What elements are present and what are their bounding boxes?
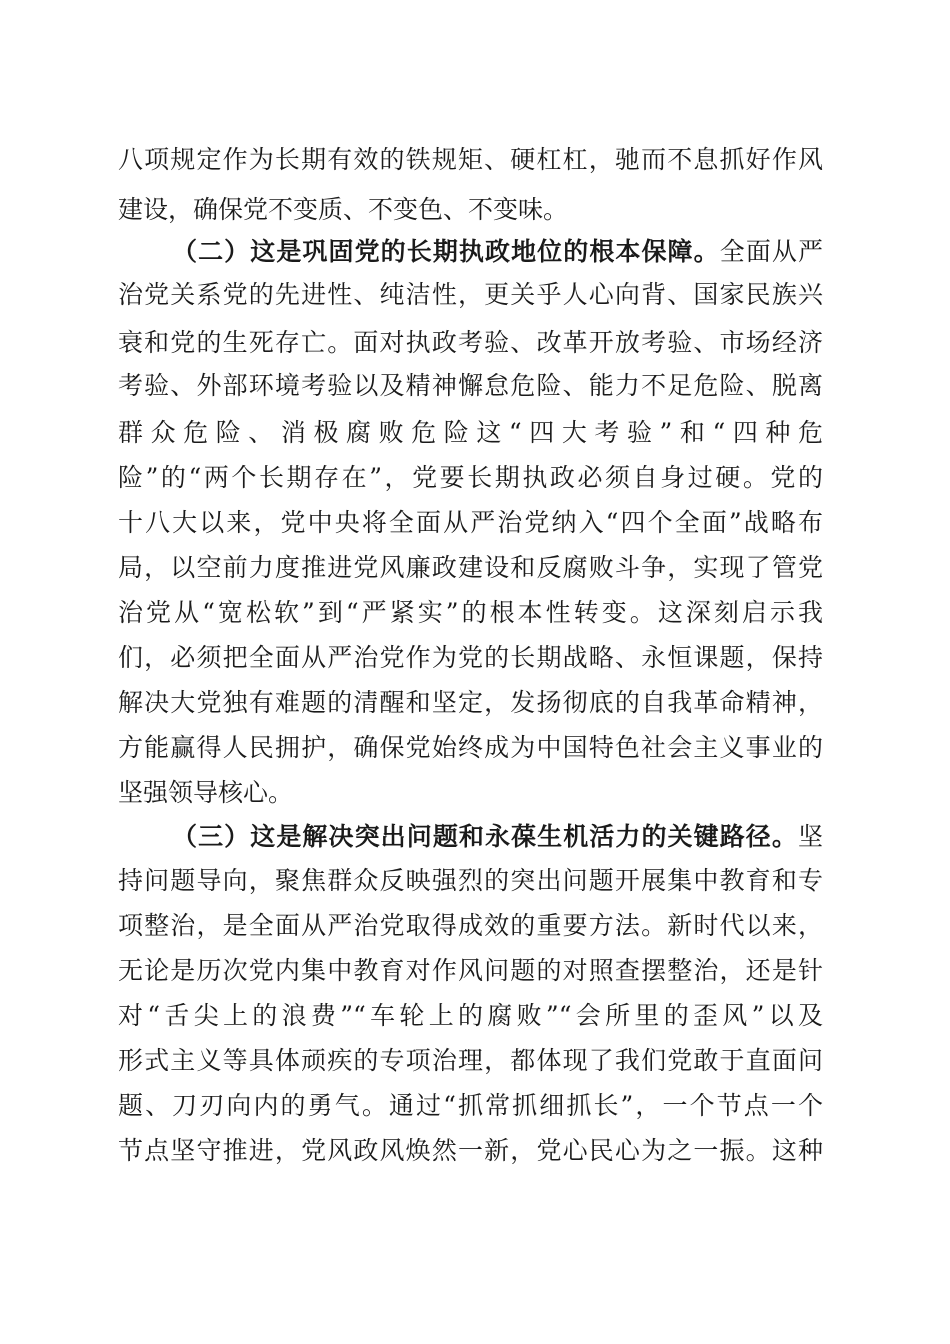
paragraph-line: 险”的“两个长期存在”，党要长期执政必须自身过硬。党的: [118, 463, 823, 492]
paragraph-line: 持问题导向，聚焦群众反映强烈的突出问题开展集中教育和专: [118, 866, 823, 895]
paragraph-line: 局，以空前力度推进党风廉政建设和反腐败斗争，实现了管党: [118, 553, 823, 582]
section-2-first-line: [172, 232, 823, 272]
paragraph-line: 节点坚守推进，党风政风焕然一新，党心民心为之一振。这种: [118, 1136, 823, 1165]
paragraph-line: 衰和党的生死存亡。面对执政考验、改革开放考验、市场经济: [118, 328, 823, 357]
section-2-first-line-text: 全面从严: [719, 237, 823, 266]
paragraph-line: 题、刀刃向内的勇气。通过“抓常抓细抓长”，一个节点一个: [118, 1091, 823, 1120]
paragraph-line: 对“舌尖上的浪费”“车轮上的腐败”“会所里的歪风”以及: [118, 1001, 823, 1030]
paragraph-line: 无论是历次党内集中教育对作风问题的对照查摆整治，还是针: [118, 956, 823, 985]
paragraph-line: 建设，确保党不变质、不变色、不变味。: [118, 195, 569, 224]
section-2-heading: （二）这是巩固党的长期执政地位的根本保障。: [172, 237, 720, 266]
section-3-first-line: [172, 817, 823, 857]
paragraph-line: 治党关系党的先进性、纯洁性，更关乎人心向背、国家民族兴: [118, 280, 823, 309]
paragraph-line: 考验、外部环境考验以及精神懈怠危险、能力不足危险、脱离: [118, 371, 823, 400]
paragraph-line: 十八大以来，党中央将全面从严治党纳入“四个全面”战略布: [118, 508, 823, 537]
paragraph-line: 方能赢得人民拥护，确保党始终成为中国特色社会主义事业的: [118, 733, 823, 762]
paragraph-line: 形式主义等具体顽疾的专项治理，都体现了我们党敢于直面问: [118, 1046, 823, 1075]
paragraph-line: 项整治，是全面从严治党取得成效的重要方法。新时代以来，: [118, 911, 823, 940]
paragraph-line: 坚强领导核心。: [118, 778, 294, 807]
paragraph-line: 群众危险、消极腐败危险这“四大考验”和“四种危: [118, 418, 823, 447]
paragraph-line: 八项规定作为长期有效的铁规矩、硬杠杠，驰而不息抓好作风: [118, 145, 823, 174]
paragraph-line: 治党从“宽松软”到“严紧实”的根本性转变。这深刻启示我: [118, 598, 823, 627]
section-3-heading: （三）这是解决突出问题和永葆生机活力的关键路径。: [172, 822, 798, 851]
section-3-first-line-text: 坚: [797, 822, 823, 851]
paragraph-line: 解决大党独有难题的清醒和坚定，发扬彻底的自我革命精神，: [118, 688, 823, 717]
paragraph-line: 们，必须把全面从严治党作为党的长期战略、永恒课题，保持: [118, 643, 823, 672]
